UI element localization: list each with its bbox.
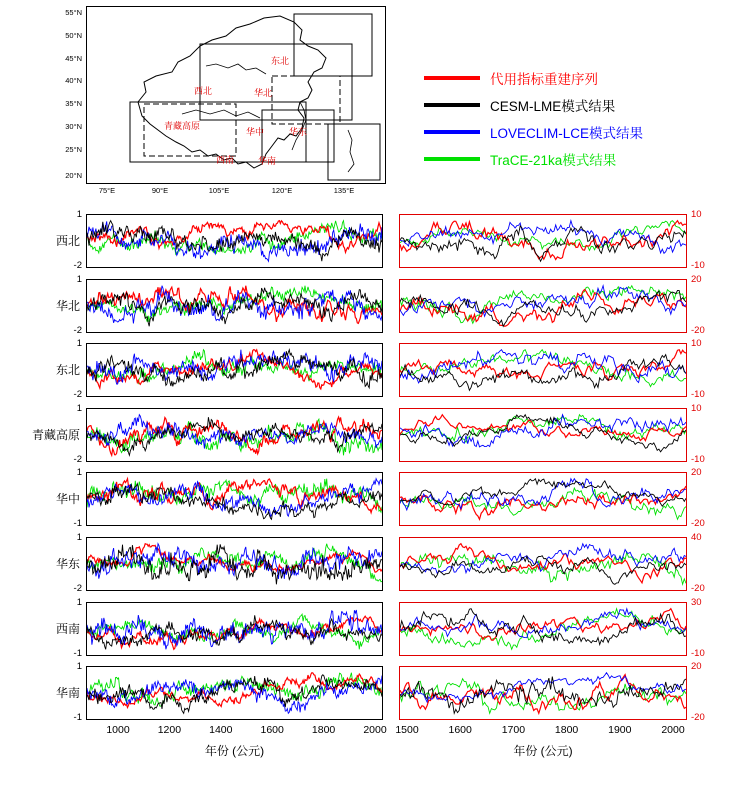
- panel-right-southwest: [399, 602, 687, 656]
- map-ytick-4: 35°N: [65, 99, 82, 108]
- legend-swatch-proxy: [424, 76, 480, 80]
- ytick-right-bottom-centralchina: -20: [691, 518, 705, 529]
- ytick-left-bottom-southwest: -1: [73, 648, 82, 659]
- map-xtick-3: 120°E: [271, 186, 293, 195]
- legend-swatch-cesm: [424, 103, 480, 107]
- map-ytick-6: 25°N: [65, 145, 82, 154]
- series-LOVECLIM-LCE模式结果: [400, 544, 686, 574]
- map-label-eastchina: 华东: [289, 127, 308, 137]
- ytick-right-bottom-southchina: -20: [691, 712, 705, 723]
- map-ytick-5: 30°N: [65, 122, 82, 131]
- ytick-right-bottom-northeast: -10: [691, 389, 705, 400]
- ytick-right-bottom-eastchina: -20: [691, 583, 705, 594]
- ytick-left-top-centralchina: 1: [76, 467, 82, 478]
- ytick-right-bottom-northwest: -10: [691, 260, 705, 271]
- row-label-northeast: 东北: [55, 363, 80, 377]
- map-label-southwest: 西南: [216, 155, 235, 165]
- legend-item-trace-21ka: [424, 145, 724, 172]
- legend: [424, 64, 724, 172]
- ytick-right-bottom-tibet: -10: [691, 454, 705, 465]
- xtick-left-0: 1000: [106, 724, 130, 736]
- series-CESM-LME模式结果: [400, 609, 686, 645]
- map-xtick-4: 135°E: [333, 186, 355, 195]
- row-label-centralchina: 华中: [55, 492, 80, 506]
- xtick-left-5: 2000: [363, 724, 387, 736]
- panel-right-tibet: [399, 408, 687, 462]
- row-label-northwest: 西北: [55, 234, 80, 248]
- map-label-northwest: 西北: [194, 86, 213, 96]
- map-label-tibet: 青藏高原: [164, 121, 201, 131]
- map-ytick-0: 55°N: [65, 8, 82, 17]
- ytick-left-top-tibet: 1: [76, 403, 82, 414]
- ytick-right-top-eastchina: 40: [691, 532, 702, 543]
- panel-left-centralchina: [86, 472, 383, 526]
- panel-right-eastchina: [399, 537, 687, 591]
- map-ytick-7: 20°N: [65, 171, 82, 180]
- xtick-right-5: 2000: [661, 724, 685, 736]
- ytick-left-top-southwest: 1: [76, 597, 82, 608]
- xaxis-title-left: 年份 (公元): [204, 744, 265, 758]
- panel-right-northchina: [399, 279, 687, 333]
- series-LOVECLIM-LCE模式结果: [400, 673, 686, 702]
- ytick-right-top-northeast: 10: [691, 338, 702, 349]
- ytick-right-top-northchina: 20: [691, 274, 702, 285]
- legend-swatch-trace: [424, 157, 480, 161]
- panel-right-northwest: [399, 214, 687, 268]
- china-region-map: [65, 6, 386, 196]
- map-label-northchina: 华北: [254, 88, 273, 98]
- row-label-northchina: 华北: [55, 299, 80, 313]
- legend-label-trace: TraCE-21ka模式结果: [490, 152, 617, 168]
- xtick-right-4: 1900: [608, 724, 632, 736]
- map-ytick-3: 40°N: [65, 76, 82, 85]
- ytick-left-bottom-northeast: -2: [73, 389, 82, 400]
- ytick-right-bottom-northchina: -20: [691, 325, 705, 336]
- xtick-right-2: 1700: [501, 724, 526, 736]
- legend-label-loveclim: LOVECLIM-LCE模式结果: [490, 125, 644, 141]
- panel-left-southwest: [86, 602, 383, 656]
- ytick-left-bottom-tibet: -2: [73, 454, 82, 465]
- ytick-left-bottom-northchina: -2: [73, 325, 82, 336]
- panel-left-southchina: [86, 666, 383, 720]
- row-label-southchina: 华南: [55, 686, 80, 700]
- map-xtick-1: 90°E: [151, 186, 169, 195]
- panel-left-northchina: [86, 279, 383, 333]
- legend-item-proxy-reconstruction: [424, 64, 724, 91]
- xtick-right-1: 1600: [448, 724, 472, 736]
- series-代用指标重建序列: [400, 221, 686, 260]
- ytick-right-bottom-southwest: -10: [691, 648, 705, 659]
- xtick-left-1: 1200: [157, 724, 182, 736]
- ytick-left-top-northchina: 1: [76, 274, 82, 285]
- ytick-right-top-centralchina: 20: [691, 467, 702, 478]
- ytick-left-top-northwest: 1: [76, 209, 82, 220]
- ytick-left-top-southchina: 1: [76, 661, 82, 672]
- series-LOVECLIM-LCE模式结果: [400, 415, 686, 447]
- panel-left-northwest: [86, 214, 383, 268]
- legend-swatch-loveclim: [424, 130, 480, 134]
- ytick-left-top-northeast: 1: [76, 338, 82, 349]
- map-xtick-0: 75°E: [98, 186, 116, 195]
- panel-right-southchina: [399, 666, 687, 720]
- map-xtick-2: 105°E: [208, 186, 230, 195]
- ytick-right-top-northwest: 10: [691, 209, 702, 220]
- ytick-right-top-tibet: 10: [691, 403, 702, 414]
- ytick-left-bottom-northwest: -2: [73, 260, 82, 271]
- map-label-centralchina: 华中: [246, 127, 265, 137]
- ytick-right-top-southwest: 30: [691, 597, 702, 608]
- row-label-eastchina: 华东: [55, 557, 80, 571]
- map-ytick-1: 50°N: [65, 31, 82, 40]
- ytick-left-bottom-eastchina: -2: [73, 583, 82, 594]
- series-代用指标重建序列: [400, 544, 686, 583]
- panel-right-centralchina: [399, 472, 687, 526]
- map-label-northeast: 东北: [271, 56, 290, 66]
- legend-label-proxy: 代用指标重建序列: [490, 71, 598, 87]
- legend-label-cesm: CESM-LME模式结果: [490, 98, 616, 114]
- xtick-left-4: 1800: [311, 724, 336, 736]
- panel-left-eastchina: [86, 537, 383, 591]
- ytick-left-bottom-southchina: -1: [73, 712, 82, 723]
- map-graphics: [86, 6, 386, 184]
- ytick-left-top-eastchina: 1: [76, 532, 82, 543]
- legend-item-loveclim-lce: [424, 118, 724, 145]
- xtick-right-3: 1800: [554, 724, 579, 736]
- xtick-right-0: 1500: [395, 724, 419, 736]
- row-label-tibet: 青藏高原: [31, 428, 80, 442]
- map-label-southchina: 华南: [258, 156, 277, 166]
- series-TraCE-21ka模式结果: [400, 679, 686, 714]
- ytick-left-bottom-centralchina: -1: [73, 518, 82, 529]
- map-ytick-2: 45°N: [65, 54, 82, 63]
- legend-item-cesm-lme: [424, 91, 724, 118]
- panel-right-northeast: [399, 343, 687, 397]
- xtick-left-3: 1600: [260, 724, 284, 736]
- ytick-right-top-southchina: 20: [691, 661, 702, 672]
- panel-left-tibet: [86, 408, 383, 462]
- xaxis-title-right: 年份 (公元): [513, 744, 573, 758]
- xtick-left-2: 1400: [209, 724, 233, 736]
- panel-left-northeast: [86, 343, 383, 397]
- row-label-southwest: 西南: [55, 622, 80, 636]
